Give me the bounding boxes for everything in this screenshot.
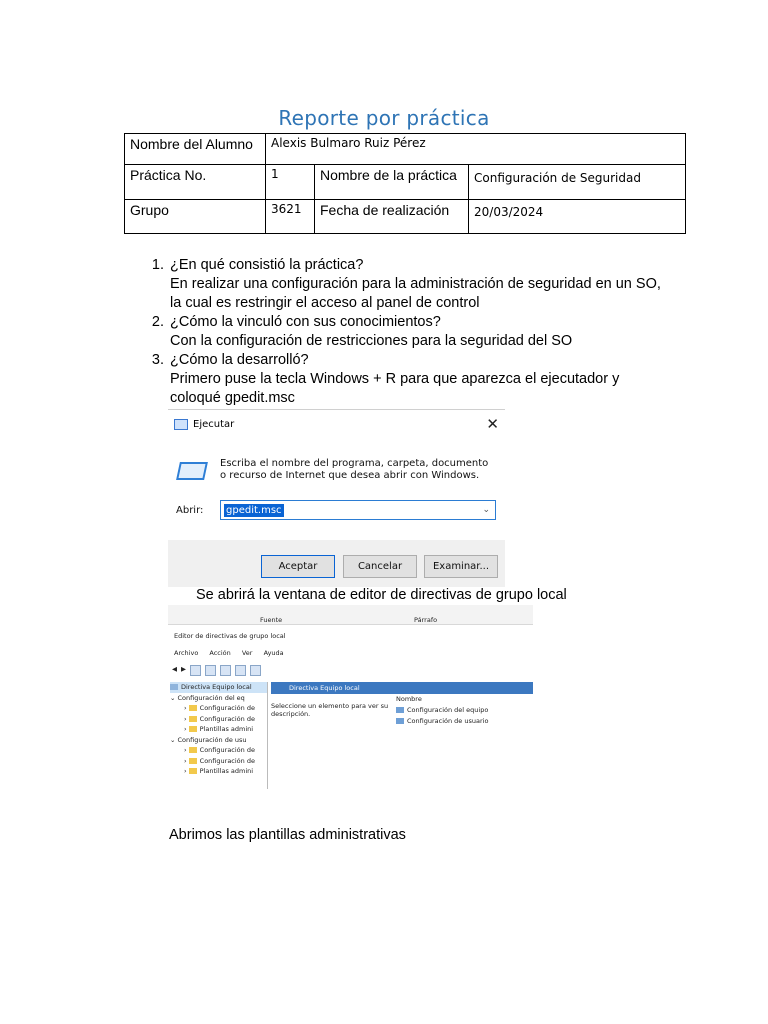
- student-name-value: Alexis Bulmaro Ruiz Pérez: [266, 134, 686, 165]
- run-dialog-screenshot: [168, 409, 505, 587]
- list-item[interactable]: Configuración de usuario: [396, 716, 533, 727]
- details-header: Directiva Equipo local: [271, 682, 533, 694]
- open-label: Abrir:: [176, 505, 204, 516]
- answer-text: Con la configuración de restricciones para la seguridad del SO: [170, 333, 573, 349]
- open-input[interactable]: [220, 500, 496, 520]
- browse-button[interactable]: Examinar...: [424, 555, 498, 578]
- info-table: [124, 133, 686, 234]
- list-item[interactable]: Configuración del equipo: [396, 705, 533, 716]
- details-list: [396, 694, 533, 789]
- date-label: Fecha de realización: [315, 200, 469, 234]
- chevron-down-icon[interactable]: ⌄: [482, 505, 490, 515]
- gpo-editor-screenshot: [168, 605, 533, 789]
- tree-item[interactable]: › Configuración de: [184, 746, 255, 754]
- gpo-details-pane: [271, 682, 533, 789]
- forward-icon[interactable]: ▶: [181, 665, 186, 673]
- question-list: [146, 256, 668, 408]
- list-item: [168, 351, 668, 408]
- question-text: 1. ¿En qué consistió la práctica?: [170, 257, 364, 273]
- caption-templates: Abrimos las plantillas administrativas: [169, 827, 406, 843]
- run-program-icon: [176, 462, 208, 480]
- gpo-tree: [170, 682, 268, 789]
- gpo-toolbar: [172, 665, 261, 675]
- ok-button[interactable]: Aceptar: [261, 555, 335, 578]
- view-icon[interactable]: [250, 665, 261, 676]
- tree-item[interactable]: Directiva Equipo local: [170, 682, 267, 693]
- menu-item-archivo[interactable]: Archivo: [174, 649, 199, 657]
- group-value: 3621: [266, 200, 315, 234]
- console-tree-icon[interactable]: [190, 665, 201, 676]
- tree-item[interactable]: › Plantillas admini: [184, 767, 254, 775]
- tree-item[interactable]: › Configuración de: [184, 704, 255, 712]
- table-row: [125, 165, 686, 200]
- help-icon[interactable]: [235, 665, 246, 676]
- export-icon[interactable]: [220, 665, 231, 676]
- run-titlebar: [168, 410, 505, 438]
- open-input-value: gpedit.msc: [226, 504, 282, 516]
- list-item: [168, 256, 668, 313]
- group-label: Grupo: [125, 200, 266, 234]
- run-icon: [174, 419, 188, 430]
- gpo-window-title: Editor de directivas de grupo local: [174, 632, 286, 640]
- menu-item-ayuda[interactable]: Ayuda: [263, 649, 284, 657]
- ribbon-font-label: Fuente: [260, 616, 283, 624]
- practice-number-value: 1: [266, 165, 315, 200]
- practice-name-label: Nombre de la práctica: [315, 165, 469, 200]
- date-value: 20/03/2024: [469, 200, 686, 234]
- list-item: [168, 313, 668, 351]
- details-description: Seleccione un elemento para ver su descripción.: [271, 702, 389, 718]
- close-icon[interactable]: ✕: [486, 415, 499, 433]
- tree-item[interactable]: ⌄ Configuración del eq: [170, 693, 245, 702]
- column-header-name[interactable]: Nombre: [396, 695, 422, 703]
- run-message: Escriba el nombre del programa, carpeta, documento o recurso de Internet que desea abrir con Windows.: [220, 458, 489, 481]
- table-row: [125, 134, 686, 165]
- page-title: Reporte por práctica: [278, 106, 490, 130]
- question-text: 2. ¿Cómo la vinculó con sus conocimientos?: [170, 314, 441, 330]
- table-row: [125, 200, 686, 234]
- properties-icon[interactable]: [205, 665, 216, 676]
- run-title: Ejecutar: [193, 418, 235, 430]
- menu-item-accion[interactable]: Acción: [209, 649, 231, 657]
- tree-item[interactable]: › Configuración de: [184, 756, 255, 765]
- practice-number-label: Práctica No.: [125, 165, 266, 200]
- cancel-button[interactable]: Cancelar: [343, 555, 417, 578]
- word-ribbon: [168, 605, 533, 625]
- practice-name-value: Configuración de Seguridad: [469, 165, 686, 200]
- tree-item[interactable]: › Configuración de: [184, 714, 255, 723]
- back-icon[interactable]: ◀: [172, 665, 177, 673]
- student-name-label: Nombre del Alumno: [125, 134, 266, 165]
- menu-item-ver[interactable]: Ver: [241, 649, 253, 657]
- answer-text: En realizar una configuración para la administración de seguridad en un SO, la cual es restringir el acceso al panel de control: [170, 276, 661, 311]
- tree-item[interactable]: ⌄ Configuración de usu: [170, 735, 247, 744]
- ribbon-paragraph-label: Párrafo: [414, 616, 438, 624]
- tree-item[interactable]: › Plantillas admini: [184, 725, 254, 733]
- answer-text: Primero puse la tecla Windows + R para que aparezca el ejecutador y coloqué gpedit.msc: [170, 371, 620, 406]
- question-text: 3. ¿Cómo la desarrolló?: [170, 352, 309, 368]
- gpo-menubar: [174, 649, 293, 657]
- caption-editor: Se abrirá la ventana de editor de directivas de grupo local: [196, 587, 567, 603]
